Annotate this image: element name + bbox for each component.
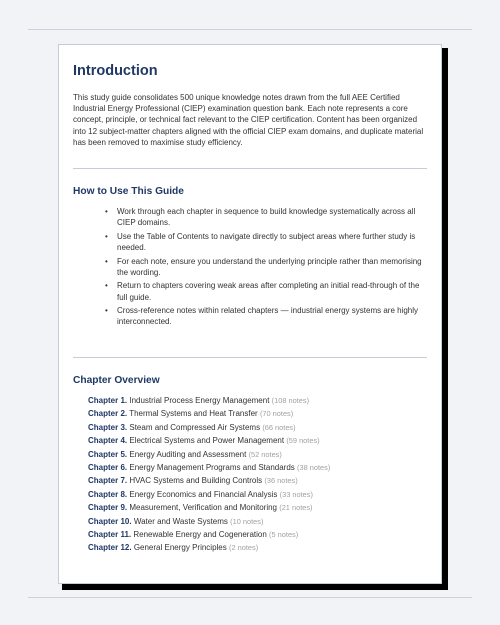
list-item: • Cross-reference notes within related chapters — industrial energy systems are highly interconnected. bbox=[117, 305, 427, 327]
bottom-rule bbox=[28, 597, 472, 598]
chapter-number: Chapter 12. bbox=[88, 543, 132, 553]
document-page bbox=[58, 44, 442, 584]
chapter-entry[interactable] bbox=[88, 407, 427, 420]
chapter-list bbox=[73, 394, 427, 555]
list-item: • For each note, ensure you understand the underlying principle rather than memorising the wording. bbox=[117, 256, 427, 278]
chapter-note-count: (70 notes) bbox=[259, 409, 294, 419]
chapter-note-count: (36 notes) bbox=[264, 476, 298, 486]
introduction-body: This study guide consolidates 500 unique knowledge notes drawn from the full AEE Certified Industrial Energy Professional (CIEP) examination question bank. Each note represents a core concept, principle, or technical fact relevant to the CIEP certification. Content has been organized into 12 subject-matter chapters aligned with the official CIEP exam domains, and duplicate material has been removed to maximise study efficiency. bbox=[73, 93, 424, 147]
chapter-number: Chapter 5. bbox=[88, 449, 128, 459]
chapter-number: Chapter 3. bbox=[88, 422, 128, 432]
chapter-number: Chapter 2. bbox=[88, 409, 128, 419]
chapter-title: Renewable Energy and Cogeneration bbox=[133, 530, 267, 540]
chapter-entry[interactable] bbox=[88, 421, 427, 434]
chapter-title: Thermal Systems and Heat Transfer bbox=[129, 409, 258, 419]
introduction-heading: Introduction bbox=[73, 63, 158, 79]
chapter-entry[interactable] bbox=[88, 461, 427, 474]
chapter-note-count: (5 notes) bbox=[269, 530, 299, 540]
chapter-title: Industrial Process Energy Management bbox=[129, 396, 270, 405]
chapter-note-count: (2 notes) bbox=[228, 543, 259, 553]
list-item: • Return to chapters covering weak areas after completing an initial read-through of the full guide. bbox=[117, 280, 427, 302]
chapter-note-count: (33 notes) bbox=[279, 489, 313, 499]
chapter-title: HVAC Systems and Building Controls bbox=[129, 476, 263, 486]
chapter-number: Chapter 4. bbox=[88, 436, 128, 446]
chapter-entry[interactable] bbox=[88, 541, 427, 554]
chapter-entry[interactable] bbox=[88, 434, 427, 447]
chapter-number: Chapter 9. bbox=[88, 503, 128, 513]
chapter-number: Chapter 6. bbox=[88, 463, 128, 473]
top-rule bbox=[28, 29, 472, 30]
list-item: • Use the Table of Contents to navigate directly to subject areas where further study is needed. bbox=[117, 231, 427, 253]
chapter-title: Energy Management Programs and Standards bbox=[129, 463, 295, 473]
how-to-use-list bbox=[73, 206, 427, 328]
chapter-entry[interactable] bbox=[88, 515, 427, 528]
chapter-note-count: (38 notes) bbox=[297, 463, 331, 473]
chapter-note-count: (66 notes) bbox=[262, 422, 296, 432]
chapter-number: Chapter 10. bbox=[88, 516, 132, 526]
chapter-title: Electrical Systems and Power Management bbox=[129, 436, 285, 446]
chapter-entry[interactable] bbox=[88, 474, 427, 487]
chapter-number: Chapter 11. bbox=[88, 530, 132, 540]
chapter-title: Water and Waste Systems bbox=[133, 516, 228, 526]
chapter-number: Chapter 7. bbox=[88, 476, 128, 486]
chapter-title: General Energy Principles bbox=[133, 543, 227, 553]
chapter-note-count: (52 notes) bbox=[248, 449, 282, 459]
chapter-entry[interactable] bbox=[88, 528, 427, 541]
chapter-title: Energy Economics and Financial Analysis bbox=[129, 489, 278, 499]
chapter-note-count: (21 notes) bbox=[279, 503, 313, 513]
chapter-entry[interactable] bbox=[88, 394, 427, 407]
chapter-entry[interactable] bbox=[88, 448, 427, 461]
chapter-title: Energy Auditing and Assessment bbox=[129, 449, 247, 459]
chapter-title: Measurement, Verification and Monitoring bbox=[129, 503, 277, 513]
chapter-number: Chapter 8. bbox=[88, 489, 128, 499]
chapter-entry[interactable] bbox=[88, 501, 427, 514]
chapter-entry[interactable] bbox=[88, 488, 427, 501]
how-to-use-heading: How to Use This Guide bbox=[73, 186, 184, 198]
list-item: • Work through each chapter in sequence to build knowledge systematically across all CIEP domains. bbox=[117, 206, 427, 228]
chapter-number: Chapter 1. bbox=[88, 396, 128, 405]
chapter-note-count: (59 notes) bbox=[286, 436, 320, 446]
chapter-overview-heading: Chapter Overview bbox=[73, 375, 160, 386]
chapter-note-count: (108 notes) bbox=[271, 396, 310, 405]
chapter-title: Steam and Compressed Air Systems bbox=[129, 422, 261, 432]
chapter-note-count: (10 notes) bbox=[230, 516, 264, 526]
